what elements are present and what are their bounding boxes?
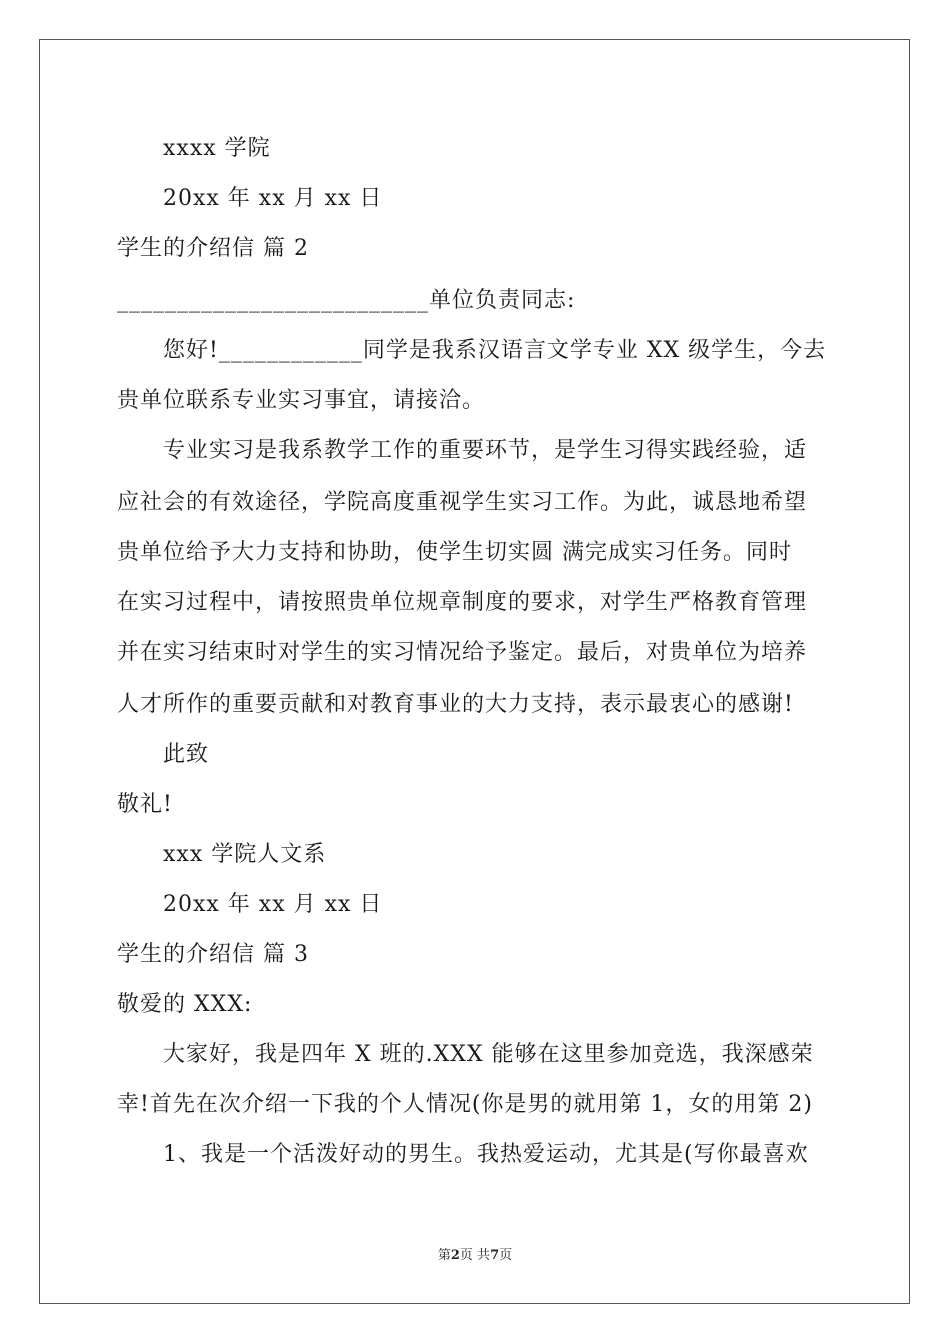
footer-page-mid: 页 共 <box>459 1248 491 1263</box>
sender-institution: xxxx 学院 <box>163 136 271 161</box>
speech-salutation: 敬爱的 XXX: <box>117 992 253 1017</box>
signature-date: 20xx 年 xx 月 xx 日 <box>163 892 383 917</box>
footer-page-prefix: 第 <box>437 1248 451 1263</box>
body-line: 大家好，我是四年 X 班的.XXX 能够在这里参加竞选，我深感荣 <box>163 1042 814 1067</box>
body-line: 应社会的有效途径，学院高度重视学生实习工作。为此，诚恳地希望 <box>117 490 808 515</box>
page-footer <box>0 1247 950 1265</box>
body-line: 1、我是一个活泼好动的男生。我热爱运动，尤其是(写你最喜欢 <box>163 1142 809 1167</box>
addressee-line: __________________________单位负责同志: <box>117 288 576 313</box>
body-line: 人才所作的重要贡献和对教育事业的大力支持，表示最衷心的感谢! <box>117 692 794 717</box>
closing-regards: 敬礼! <box>117 792 173 817</box>
footer-page-suffix: 页 <box>499 1248 513 1263</box>
body-line: 贵单位联系专业实习事宜，请接洽。 <box>117 388 486 413</box>
body-line: 您好!____________同学是我系汉语言文学专业 XX 级学生，今去 <box>163 338 827 363</box>
body-line: 幸!首先在次介绍一下我的个人情况(你是男的就用第 1，女的用第 2) <box>117 1092 813 1117</box>
signature-department: xxx 学院人文系 <box>163 842 327 867</box>
closing-salutation: 此致 <box>163 742 210 767</box>
footer-page-number: 2 <box>450 1248 460 1263</box>
section-heading-3: 学生的介绍信 篇 3 <box>117 942 309 967</box>
body-line: 并在实习结束时对学生的实习情况给予鉴定。最后，对贵单位为培养 <box>117 640 808 665</box>
body-line: 在实习过程中，请按照贵单位规章制度的要求，对学生严格教育管理 <box>117 590 808 615</box>
footer-total-pages: 7 <box>490 1248 500 1263</box>
section-heading-2: 学生的介绍信 篇 2 <box>117 236 309 261</box>
body-line: 贵单位给予大力支持和协助，使学生切实圆 满完成实习任务。同时 <box>117 540 792 565</box>
body-line: 专业实习是我系教学工作的重要环节，是学生习得实践经验，适 <box>163 438 808 463</box>
sender-date: 20xx 年 xx 月 xx 日 <box>163 186 383 211</box>
